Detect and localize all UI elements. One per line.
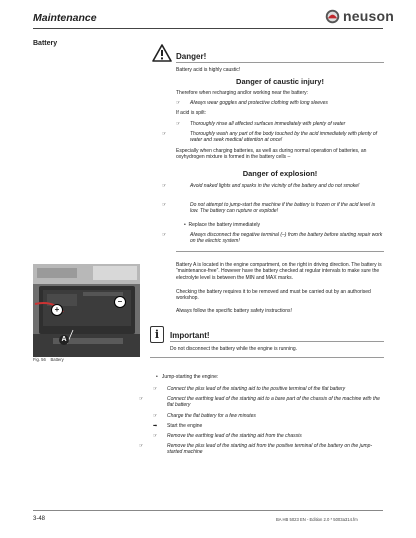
important-text: Do not disconnect the battery while the engine is running. — [170, 346, 298, 352]
jump-step: ☞ Remove the earthing lead of the starting aid from the chassis — [153, 433, 302, 439]
warning-triangle-icon — [152, 44, 172, 67]
danger-p3: Especially when charging batteries, as well as during normal operation of batteries, an oxyhydrogen mixture is formed in the battery cells – — [176, 148, 367, 161]
info-icon: i — [150, 326, 164, 343]
instruction-item: ☞ Always disconnect the negative terminal (–) from the battery before starting repair work on the electric system! — [162, 232, 383, 245]
jump-start-bullet: • Jump-starting the engine: — [156, 374, 219, 380]
brand-name: neuson — [343, 8, 394, 24]
instruction-item: ☞ Thoroughly rinse all affected surfaces immediately with plenty of water — [176, 121, 346, 127]
body-paragraph: Always follow the specific battery safety instructions! — [176, 308, 292, 314]
arrow-marker-icon: ☞ — [139, 443, 144, 449]
important-end-separator — [150, 357, 384, 358]
jump-step: ☞ Connect the plus lead of the starting aid to the positive terminal of the flat battery — [153, 386, 346, 392]
arrow-marker-icon: ☞ — [153, 413, 158, 419]
header-rule — [33, 28, 383, 29]
body-paragraph: Battery A is located in the engine compartment, on the right in driving direction. The battery is “maintenance-free”. However have the battery checked at regular intervals to make sure the electrolyte level is between the MIN and MAX marks. — [176, 262, 382, 281]
plus-terminal-label: + — [51, 304, 63, 316]
page-number: 3-48 — [33, 516, 46, 522]
danger-intro: Battery acid is highly caustic! — [176, 67, 241, 73]
battery-photo — [33, 264, 140, 357]
caustic-subhead: Danger of caustic injury! — [236, 77, 324, 86]
instruction-item: ☞ Avoid naked lights and sparks in the vicinity of the battery and do not smoke! — [162, 183, 360, 189]
sub-bullet: • Replace the battery immediately — [184, 222, 260, 228]
jump-step: ☞ Remove the plus lead of the starting aid from the positive terminal of the battery on the jump-started machine — [139, 443, 373, 456]
jump-step: ☞ Connect the earthing lead of the starting aid to a bare part of the chassis of the machine with the flat battery — [139, 396, 380, 409]
footer-rule — [33, 510, 383, 511]
start-engine-step: ➡ Start the engine — [153, 423, 203, 429]
neuson-logo-icon — [325, 9, 340, 24]
figure-caption: Fig. 56 Battery — [33, 357, 64, 362]
danger-p2: If acid is spilt: — [176, 110, 207, 116]
arrow-marker-icon: ☞ — [162, 202, 167, 208]
arrow-marker-icon: ☞ — [153, 433, 158, 439]
arrow-marker-icon: ☞ — [139, 396, 144, 402]
document-reference: BA HB 5023 EN - Edition 2.0 * 5003a314.fm — [276, 517, 358, 522]
battery-callout-a: A — [59, 335, 69, 345]
danger-separator — [176, 62, 384, 63]
danger-end-separator — [176, 251, 384, 252]
jump-step: ☞ Charge the flat battery for a few minutes — [153, 413, 256, 419]
instruction-item: ☞ Do not attempt to jump-start the machine if the battery is frozen or if the acid level is low. The battery can rupture or explode! — [162, 202, 376, 215]
arrow-marker-icon: ☞ — [153, 386, 158, 392]
section-title: Battery — [33, 40, 58, 47]
danger-p1: Therefore when recharging and/or working near the battery: — [176, 90, 309, 96]
minus-terminal-label: – — [114, 296, 126, 308]
chapter-title: Maintenance — [33, 12, 97, 24]
explosion-subhead: Danger of explosion! — [242, 169, 318, 178]
right-arrow-icon: ➡ — [153, 423, 158, 429]
brand-logo — [325, 8, 394, 24]
instruction-item: ☞ Always wear goggles and protective clothing with long sleeves — [176, 100, 328, 106]
instruction-item: ☞ Thoroughly wash any part of the body touched by the acid immediately with plenty of water and seek medical attention at once! — [162, 131, 378, 144]
arrow-marker-icon: ☞ — [176, 100, 181, 106]
important-separator — [170, 341, 384, 342]
important-heading: Important! — [170, 331, 210, 340]
arrow-marker-icon: ☞ — [162, 232, 167, 238]
body-paragraph: Checking the battery requires it to be removed and must be carried out by an authorised workshop. — [176, 289, 371, 302]
arrow-marker-icon: ☞ — [162, 131, 167, 137]
arrow-marker-icon: ☞ — [176, 121, 181, 127]
arrow-marker-icon: ☞ — [162, 183, 167, 189]
danger-heading: Danger! — [176, 52, 207, 61]
